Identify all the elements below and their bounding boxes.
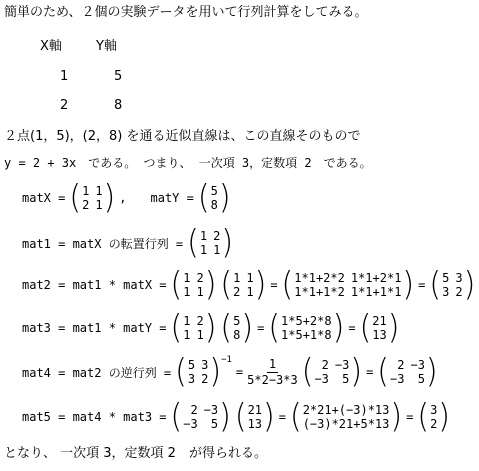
label-maty: matY =: [150, 191, 194, 205]
equation-mat2: [22, 265, 479, 304]
sentence-line: y = 2 + 3x である。 つまり、 一次項 3，定数項 2 である。: [4, 156, 372, 170]
matrix-mat5-a: ( 2 −3 −3 5 ): [170, 397, 231, 436]
matrix-mat5-result: ( 3 2 ): [417, 397, 451, 436]
table-header-y: Y軸: [96, 39, 117, 54]
intro-text: 簡単のため、２個の実験データを用いて行列計算をしてみる。: [4, 5, 368, 20]
equation-mat4: [22, 352, 442, 391]
matrix-mat2-expanded: ( 1*1+2*2 1*1+2*1 1*1+1*2 1*1+1*1 ): [281, 265, 415, 304]
equals-sign: =: [235, 365, 244, 379]
equals-sign: =: [278, 410, 286, 424]
fraction-determinant: [247, 357, 298, 387]
table-cell-y2: 8: [114, 98, 123, 113]
matrix-mat2-a: ( 1 2 1 1 ): [170, 265, 217, 304]
table-header-x: X軸: [40, 39, 62, 54]
equation-mat5: [22, 397, 454, 436]
matrix-mat3-expanded: ( 1*5+2*8 1*5+1*8 ): [268, 308, 345, 347]
conclusion-text: となり、 一次項 3，定数項 2 が得られる。: [4, 446, 267, 461]
table-cell-x2: 2: [60, 98, 69, 113]
matrix-mat2-b: ( 1 1 2 1 ): [220, 265, 267, 304]
label-mat2: mat2 = mat1 * matX =: [22, 278, 167, 292]
equals-sign: =: [348, 321, 356, 335]
sentence-points: ２点(1，5)，(2，8) を通る近似直線は、この直線そのもので: [4, 129, 361, 144]
matrix-mat4-adjugate: ( 2 −3 −3 5 ): [301, 352, 363, 391]
matrix-matx: ( 1 1 2 1 ): [69, 178, 116, 217]
equals-sign: =: [418, 278, 426, 292]
label-mat5: mat5 = mat4 * mat3 =: [22, 410, 167, 424]
label-mat4: mat4 = mat2 の逆行列 =: [22, 365, 172, 380]
matrix-mat2-result: ( 5 3 3 2 ): [429, 265, 476, 304]
separator-comma: ,: [119, 191, 127, 205]
fraction-denominator: 5*2−3*3: [247, 373, 298, 387]
inverse-superscript: −1: [221, 355, 232, 365]
table-cell-x1: 1: [60, 69, 69, 84]
matrix-mat3-result: ( 21 13 ): [359, 308, 400, 347]
equation-matx: [22, 178, 235, 217]
equals-sign: =: [366, 365, 374, 379]
matrix-maty: ( 5 8 ): [197, 178, 231, 217]
fraction-numerator: 1: [268, 357, 277, 371]
matrix-mat5-b: ( 21 13 ): [234, 397, 275, 436]
matrix-mat4-a: ( 5 3 3 2 ): [175, 352, 222, 391]
equals-sign: =: [406, 410, 414, 424]
matrix-mat5-expanded: ( 2*21+(−3)*13 (−3)*21+5*13 ): [289, 397, 403, 436]
table-cell-y1: 5: [114, 69, 123, 84]
label-mat1: mat1 = matX の転置行列 =: [22, 236, 184, 251]
equation-mat1: [22, 223, 237, 262]
matrix-mat1: ( 1 2 1 1 ): [187, 223, 234, 262]
matrix-mat4-result: ( 2 −3 −3 5 ): [377, 352, 438, 391]
label-mat3: mat3 = mat1 * matY =: [22, 321, 167, 335]
label-matx: matX =: [22, 191, 66, 205]
equals-sign: =: [257, 321, 265, 335]
matrix-mat3-b: ( 5 8 ): [220, 308, 254, 347]
matrix-mat3-a: ( 1 2 1 1 ): [170, 308, 217, 347]
equals-sign: =: [270, 278, 278, 292]
equation-mat3: [22, 308, 403, 347]
